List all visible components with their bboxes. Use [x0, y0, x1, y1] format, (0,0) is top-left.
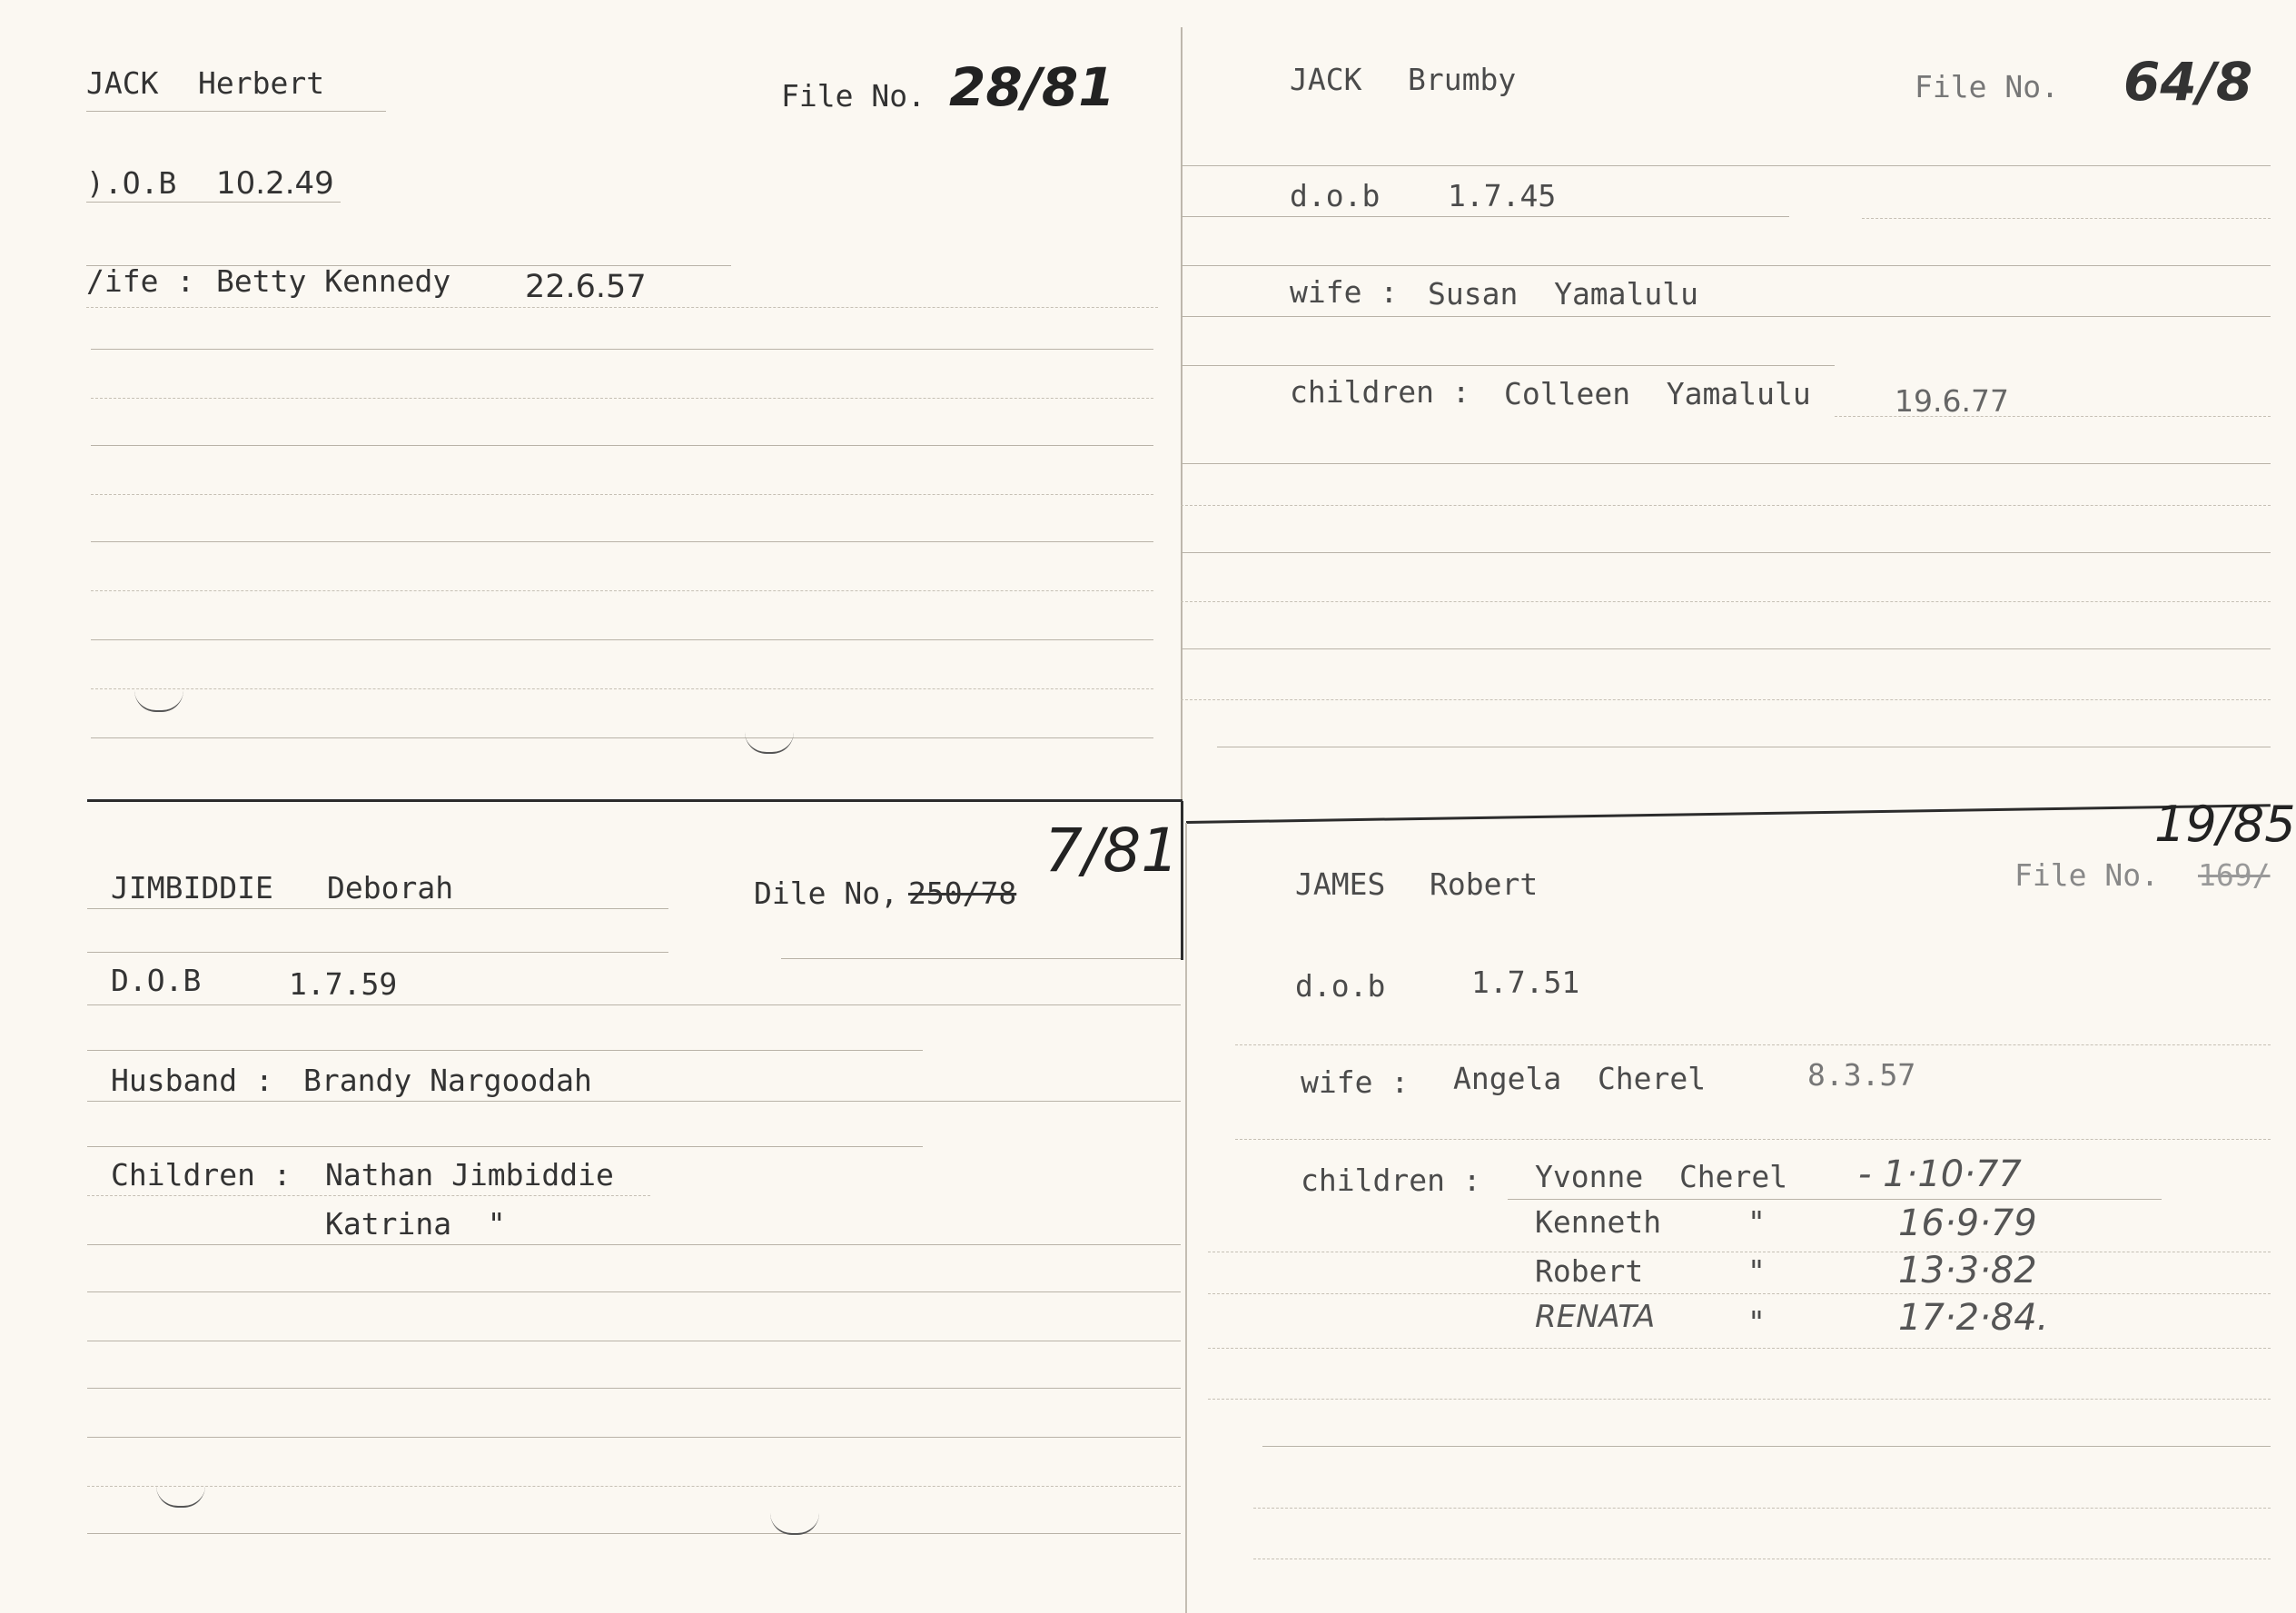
ruled-line — [87, 1291, 1181, 1292]
child-name: Robert — [1535, 1253, 1644, 1289]
ruled-line — [1181, 552, 2271, 553]
ruled-line — [91, 590, 1153, 591]
ruled-line — [87, 1388, 1181, 1389]
ruled-line — [1253, 1508, 2271, 1509]
ruled-line — [1181, 216, 1789, 217]
dob-value: 1.7.45 — [1448, 178, 1557, 213]
spouse-dob: 22.6.57 — [525, 269, 647, 305]
ruled-line — [87, 1244, 1181, 1245]
given-name: Deborah — [327, 870, 454, 905]
ruled-line — [91, 445, 1153, 446]
ruled-line — [1235, 1139, 2271, 1140]
file-number: 64/8 — [2123, 51, 2253, 113]
file-label: File No. — [2014, 857, 2159, 893]
ruled-line — [91, 494, 1153, 495]
surname: JACK — [1290, 62, 1362, 97]
ruled-line — [1181, 505, 2271, 506]
file-number-old: 250/78 — [908, 876, 1017, 911]
punch-hole — [134, 690, 183, 712]
surname: JACK — [86, 65, 159, 101]
spouse-label: wife : — [1301, 1064, 1410, 1100]
ruled-line — [91, 541, 1153, 542]
ruled-line — [87, 1101, 1181, 1102]
ruled-line — [1208, 1399, 2271, 1400]
card-edge — [1181, 27, 1183, 808]
ditto-mark: " — [1747, 1204, 1766, 1240]
ruled-line — [91, 349, 1153, 350]
ruled-line — [86, 307, 1158, 308]
ruled-line — [1181, 648, 2271, 649]
punch-hole — [156, 1486, 205, 1508]
ruled-line — [781, 958, 1181, 959]
ruled-line — [86, 111, 386, 112]
spouse-dob: 8.3.57 — [1807, 1057, 1916, 1093]
dob-value: 1.7.51 — [1471, 965, 1580, 1000]
file-number-old: 169/ — [2198, 857, 2271, 893]
child-name: Yvonne Cherel — [1535, 1159, 1788, 1194]
spouse-name: Brandy Nargoodah — [303, 1063, 592, 1098]
ruled-line — [1508, 1199, 2162, 1200]
ruled-line — [87, 1486, 1181, 1487]
child-dob: 13·3·82 — [1898, 1250, 2037, 1291]
punch-hole — [745, 732, 794, 754]
file-number: 28/81 — [949, 56, 1115, 118]
spouse-name: Angela Cherel — [1453, 1061, 1707, 1096]
ruled-line — [91, 398, 1153, 399]
child-dob: 17·2·84. — [1898, 1297, 2049, 1339]
surname: JAMES — [1295, 866, 1386, 902]
given-name: Brumby — [1408, 62, 1517, 97]
child-name: Colleen Yamalulu — [1504, 376, 1811, 411]
ruled-line — [91, 639, 1153, 640]
ruled-line — [1862, 218, 2271, 219]
child-name: Nathan Jimbiddie — [325, 1157, 614, 1192]
ruled-line — [1181, 265, 2271, 266]
dob-label: d.o.b — [1295, 968, 1386, 1004]
ruled-line — [1208, 1293, 2271, 1294]
ditto-mark: " — [1747, 1304, 1766, 1340]
child-name: Katrina " — [325, 1206, 506, 1242]
spouse-name: Susan Yamalulu — [1428, 276, 1699, 312]
card-top-edge — [87, 799, 1183, 802]
ruled-line — [1181, 316, 2271, 317]
given-name: Herbert — [198, 65, 325, 101]
ruled-line — [87, 1533, 1181, 1534]
children-label: children : — [1301, 1163, 1481, 1198]
ruled-line — [87, 1195, 650, 1196]
file-number: 19/85 — [2154, 796, 2296, 853]
child-dob: - 1·10·77 — [1858, 1153, 2022, 1195]
ditto-mark: " — [1747, 1253, 1766, 1289]
child-name: RENATA — [1535, 1299, 1656, 1335]
ruled-line — [86, 202, 341, 203]
children-label: Children : — [111, 1157, 292, 1192]
dob-value: 10.2.49 — [216, 165, 334, 202]
punch-hole — [770, 1513, 819, 1535]
spouse-label: Husband : — [111, 1063, 273, 1098]
ruled-line — [1262, 1446, 2271, 1447]
ruled-line — [87, 1050, 923, 1051]
file-number: 7/81 — [1044, 816, 1180, 886]
ruled-line — [91, 737, 1153, 738]
card-top-edge — [1186, 804, 2271, 824]
file-label: File No. — [781, 78, 925, 114]
spouse-label: /ife : — [86, 263, 195, 299]
ruled-line — [1208, 1348, 2271, 1349]
dob-value: 1.7.59 — [289, 966, 398, 1002]
ruled-line — [87, 1004, 1181, 1005]
ruled-line — [87, 1437, 1181, 1438]
spouse-name: Betty Kennedy — [216, 263, 451, 299]
ruled-line — [1181, 601, 2271, 602]
spouse-label: wife : — [1290, 274, 1399, 310]
given-name: Robert — [1430, 866, 1539, 902]
file-label: File No. — [1915, 69, 2059, 104]
ruled-line — [87, 952, 668, 953]
surname: JIMBIDDIE — [111, 870, 273, 905]
dob-label: ).O.B — [86, 165, 177, 201]
ruled-line — [91, 688, 1153, 689]
ruled-line — [87, 908, 668, 909]
ruled-line — [1235, 1044, 2271, 1045]
dob-label: D.O.B — [111, 963, 202, 998]
ruled-line — [1181, 365, 1835, 366]
ruled-line — [1181, 699, 2271, 700]
card-side-edge — [1181, 801, 1183, 960]
child-dob: 16·9·79 — [1898, 1202, 2037, 1244]
child-dob: 19.6.77 — [1895, 383, 2009, 419]
ruled-line — [87, 1146, 923, 1147]
child-name: Kenneth — [1535, 1204, 1662, 1240]
card-side-edge — [1185, 823, 1187, 1613]
ruled-line — [1181, 165, 2271, 166]
dob-label: d.o.b — [1290, 178, 1381, 213]
ruled-line — [1181, 463, 2271, 464]
file-label: Dile No, — [754, 876, 898, 911]
children-label: children : — [1290, 374, 1470, 410]
